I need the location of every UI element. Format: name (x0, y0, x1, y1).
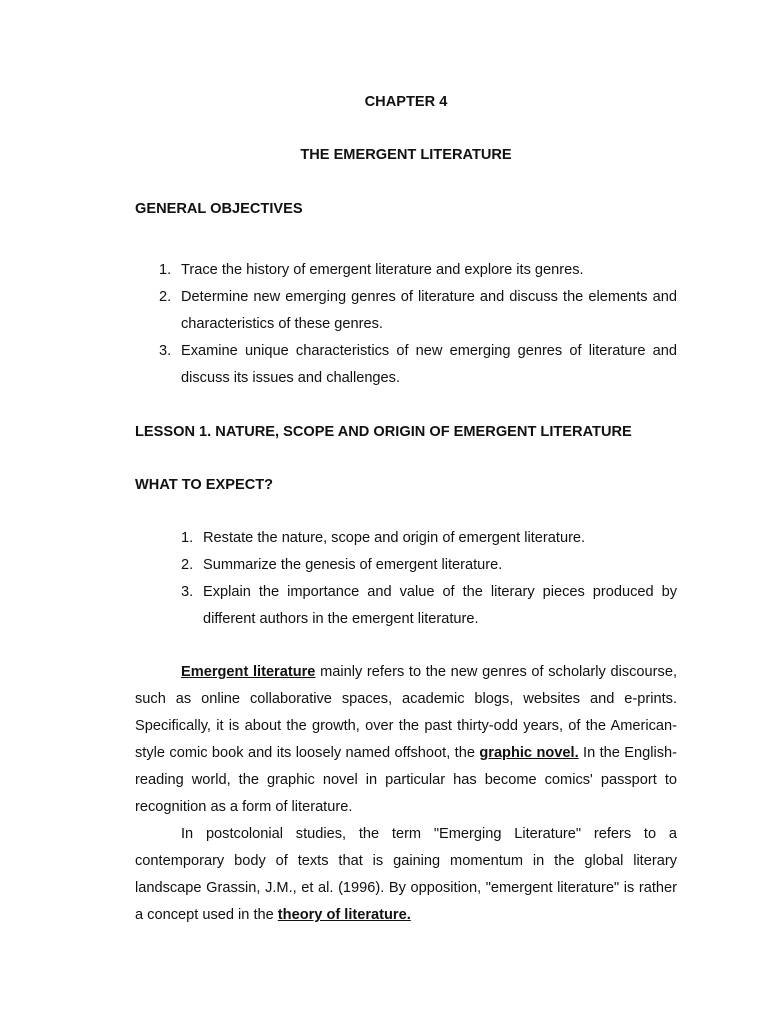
what-to-expect-list (181, 525, 677, 633)
list-text: Explain the importance and value of the literary pieces produced by different authors in the emergent literature. (203, 584, 677, 627)
list-item (159, 284, 677, 338)
list-number: 2. (159, 289, 172, 305)
list-number: 1. (181, 530, 194, 546)
chapter-number: CHAPTER 4 (364, 94, 448, 110)
list-item (159, 257, 677, 284)
list-text: Trace the history of emergent literature and explore its genres. (181, 262, 584, 278)
graphic-novel-link[interactable]: graphic novel. (479, 745, 579, 761)
list-number: 2. (181, 557, 194, 573)
paragraph-postcolonial (135, 821, 677, 929)
list-text: Restate the nature, scope and origin of emergent literature. (203, 530, 586, 546)
general-objectives-list (159, 257, 677, 392)
general-objectives-heading: GENERAL OBJECTIVES (135, 201, 303, 217)
list-item (181, 552, 677, 579)
paragraph-emergent-literature (135, 659, 677, 821)
paragraph-text: In postcolonial studies, the term "Emerging Literature" refers to a contemporary body of texts that is gaining momentum in the global literary landscape Grassin, J.M., et al. (1996). By opposition, "emergent literature" is rather a concept used in the (135, 826, 677, 923)
list-number: 1. (159, 262, 172, 278)
list-text: Examine unique characteristics of new emerging genres of literature and discuss its issues and challenges. (181, 343, 677, 386)
what-to-expect-heading: WHAT TO EXPECT? (135, 477, 274, 493)
list-item (159, 338, 677, 392)
list-item (181, 525, 677, 552)
list-text: Summarize the genesis of emergent literature. (203, 557, 503, 573)
paragraph-text: mainly refers to the new genres of scholarly discourse, such as online collaborative spaces, academic blogs, websites and e-prints. Specifically, it is about the growth, over the past thirty-odd years, of the American-style comic book and its loosely named offshoot, the (135, 664, 677, 761)
theory-of-literature-link[interactable]: theory of literature. (277, 907, 411, 923)
list-number: 3. (159, 343, 172, 359)
paragraph-text: In the English-reading world, the graphic novel in particular has become comics' passport to recognition as a form of literature. (135, 745, 677, 815)
emergent-literature-term: Emergent literature (181, 664, 316, 680)
list-item (181, 579, 677, 633)
list-number: 3. (181, 584, 194, 600)
list-text: Determine new emerging genres of literature and discuss the elements and characteristics of these genres. (181, 289, 677, 332)
body-text (135, 659, 677, 929)
chapter-title: THE EMERGENT LITERATURE (300, 147, 512, 163)
lesson-heading: LESSON 1. NATURE, SCOPE AND ORIGIN OF EMERGENT LITERATURE (135, 424, 632, 440)
